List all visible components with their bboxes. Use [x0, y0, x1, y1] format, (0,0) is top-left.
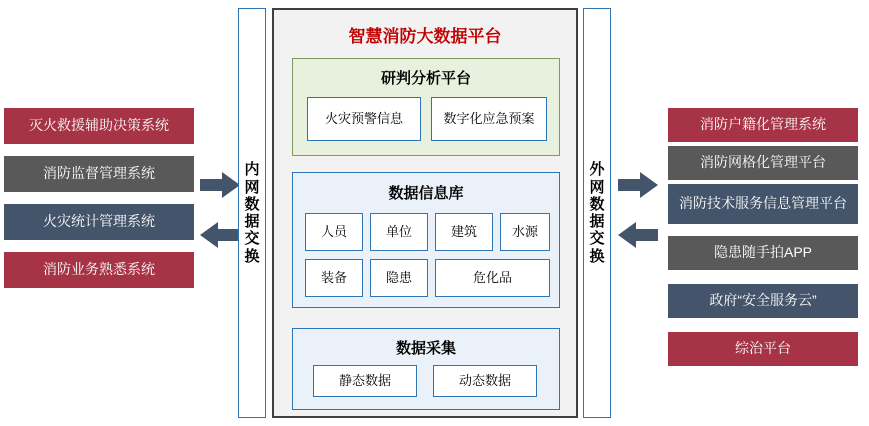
right-system-2-label: 消防网格化管理平台 — [700, 154, 826, 171]
analysis-item-2[interactable] — [431, 97, 547, 141]
big-data-platform — [272, 8, 578, 418]
database-item-building[interactable] — [435, 213, 493, 251]
analysis-item-1-label: 火灾预警信息 — [324, 111, 403, 127]
database-item-chemicals[interactable] — [435, 259, 550, 297]
platform-title: 智慧消防大数据平台 — [348, 27, 502, 46]
left-system-4[interactable] — [4, 252, 194, 288]
analysis-panel — [292, 58, 560, 156]
right-system-3[interactable] — [668, 184, 858, 224]
database-item-water-label: 水源 — [511, 224, 538, 240]
left-system-1[interactable] — [4, 108, 194, 144]
arrow-inner-to-left — [200, 222, 240, 248]
database-item-water[interactable] — [500, 213, 550, 251]
database-item-person-label: 人员 — [320, 224, 347, 240]
left-system-4-label: 消防业务熟悉系统 — [43, 261, 155, 278]
analysis-panel-title: 研判分析平台 — [380, 70, 471, 87]
left-system-3[interactable] — [4, 204, 194, 240]
database-item-hazard-label: 隐患 — [385, 270, 412, 286]
database-item-equipment-label: 装备 — [320, 270, 347, 286]
database-panel — [292, 172, 560, 308]
collection-item-static-label: 静态数据 — [338, 373, 391, 389]
collection-panel-title: 数据采集 — [395, 340, 456, 357]
inner-network-exchange — [238, 8, 266, 418]
database-item-unit-label: 单位 — [385, 224, 412, 240]
analysis-item-1[interactable] — [307, 97, 421, 141]
right-system-4-label: 隐患随手拍APP — [713, 244, 812, 261]
right-system-1-label: 消防户籍化管理系统 — [700, 116, 826, 133]
left-system-2-label: 消防监督管理系统 — [43, 165, 155, 182]
right-system-3-label: 消防技术服务信息管理平台 — [679, 195, 847, 212]
database-item-unit[interactable] — [370, 213, 428, 251]
arrow-right-to-outer — [618, 222, 658, 248]
collection-panel — [292, 328, 560, 410]
arrow-outer-to-right — [618, 172, 658, 198]
right-system-6[interactable] — [668, 332, 858, 366]
right-system-4[interactable] — [668, 236, 858, 270]
right-system-1[interactable] — [668, 108, 858, 142]
database-item-building-label: 建筑 — [450, 224, 477, 240]
database-panel-title: 数据信息库 — [388, 185, 464, 202]
left-system-2[interactable] — [4, 156, 194, 192]
collection-item-static[interactable] — [313, 365, 417, 397]
database-item-hazard[interactable] — [370, 259, 428, 297]
right-system-6-label: 综治平台 — [735, 340, 791, 357]
outer-network-exchange-label: 外网数据交换 — [589, 161, 605, 265]
analysis-item-2-label: 数字化应急预案 — [443, 111, 535, 127]
database-item-chemicals-label: 危化品 — [472, 270, 512, 286]
right-system-5[interactable] — [668, 284, 858, 318]
collection-item-dynamic-label: 动态数据 — [458, 373, 511, 389]
inner-network-exchange-label: 内网数据交换 — [244, 161, 260, 265]
left-system-1-label: 灭火救援辅助决策系统 — [29, 117, 169, 134]
outer-network-exchange — [583, 8, 611, 418]
database-item-person[interactable] — [305, 213, 363, 251]
right-system-2[interactable] — [668, 146, 858, 180]
right-system-5-label: 政府“安全服务云” — [709, 292, 817, 309]
arrow-left-to-inner — [200, 172, 240, 198]
database-item-equipment[interactable] — [305, 259, 363, 297]
collection-item-dynamic[interactable] — [433, 365, 537, 397]
left-system-3-label: 火灾统计管理系统 — [43, 213, 155, 230]
